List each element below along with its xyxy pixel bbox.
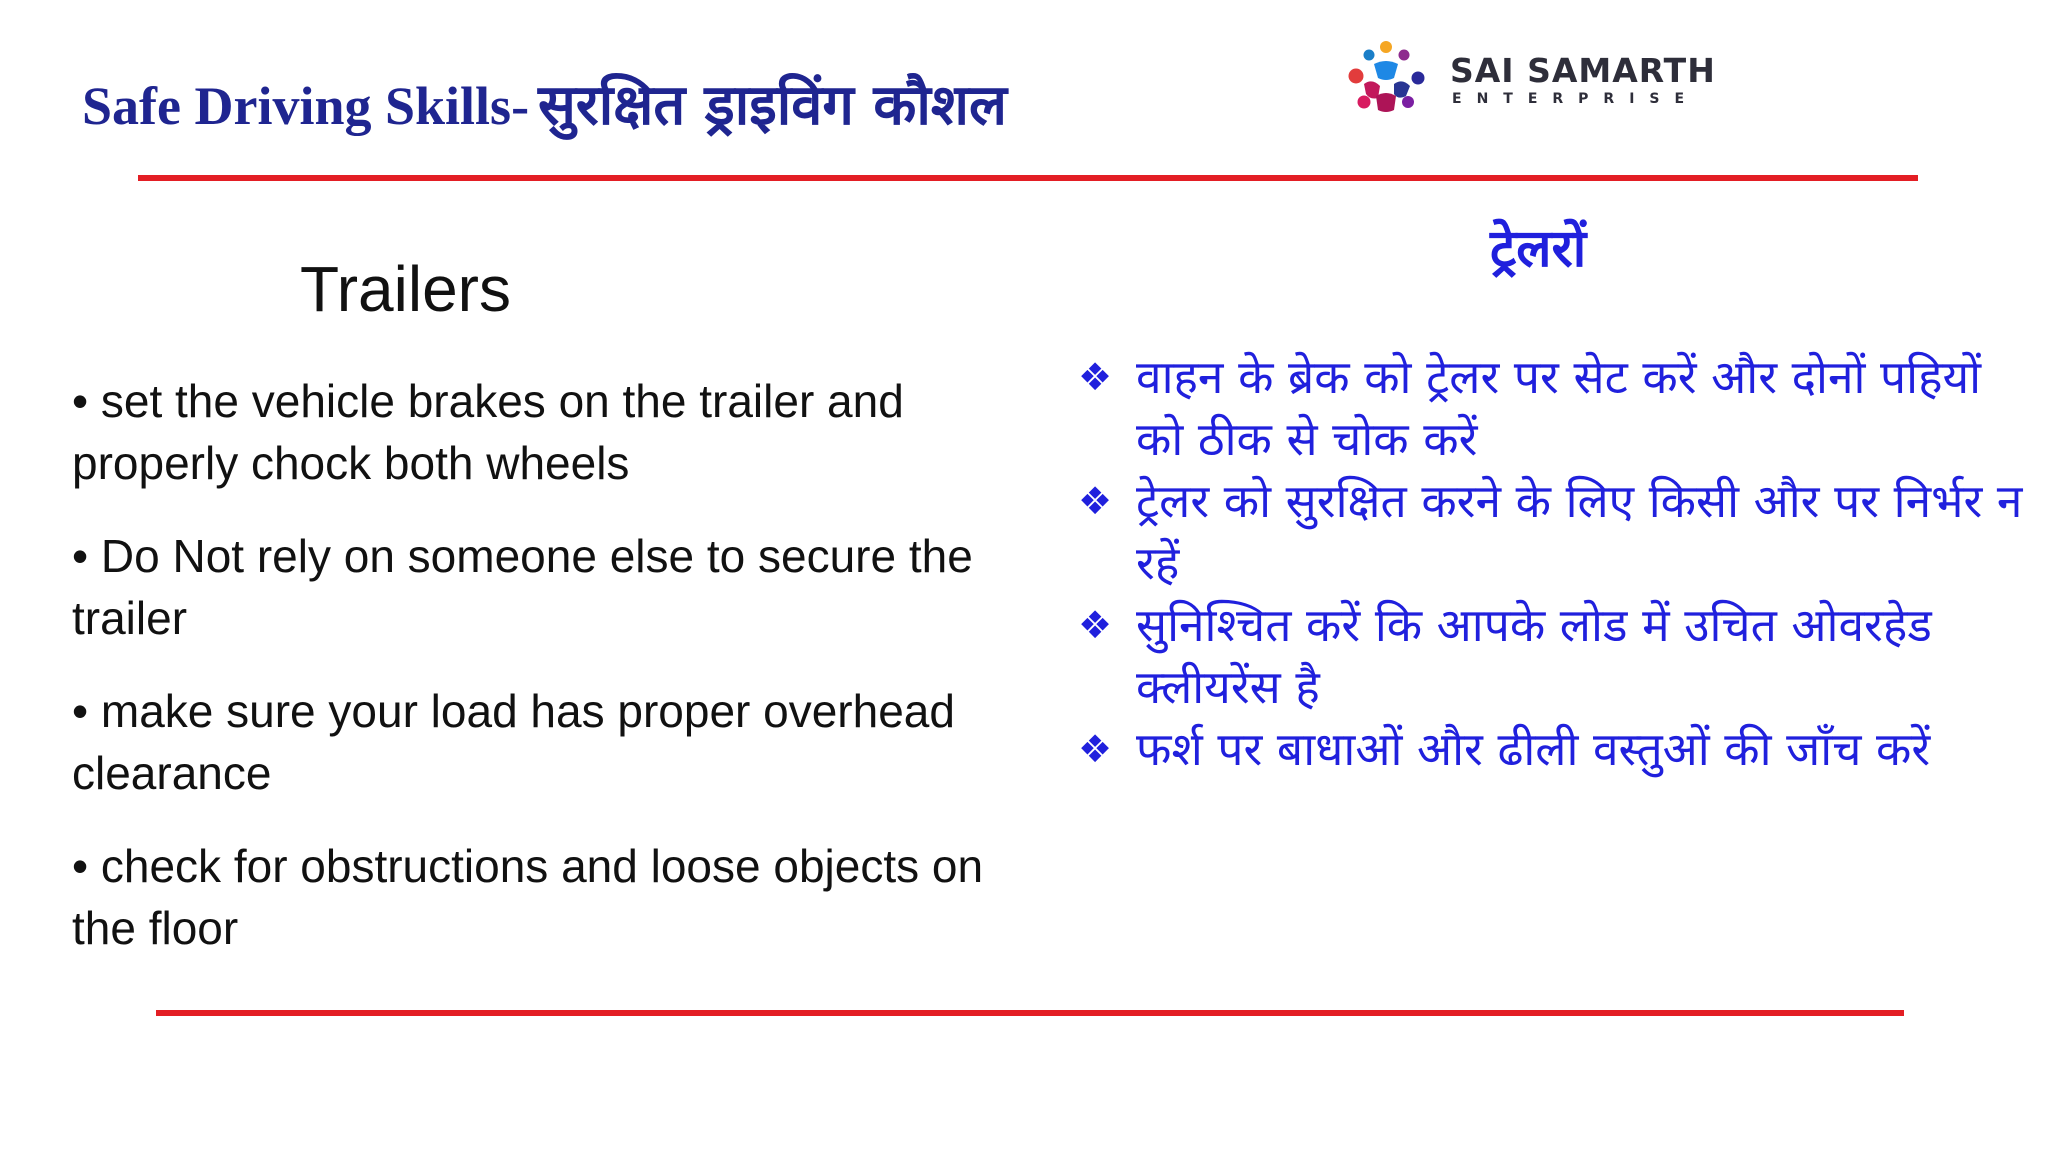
hindi-point-4: [1078, 718, 2033, 780]
hindi-point-text: सुनिश्चित करें कि आपके लोड में उचित ओवरहेड क्लीयरेंस है: [1136, 598, 1932, 714]
english-point-3: • make sure your load has proper overhead clearance: [72, 685, 955, 799]
english-point-1: • set the vehicle brakes on the trailer and properly chock both wheels: [72, 375, 904, 489]
hindi-point-3: [1078, 594, 2033, 718]
hindi-point-text: फर्श पर बाधाओं और ढीली वस्तुओं की जाँच करें: [1136, 722, 1931, 776]
slide-title-hindi: सुरक्षित ड्राइविंग कौशल: [537, 73, 1007, 138]
hindi-points-list: [1078, 346, 2033, 780]
hindi-point-1: [1078, 346, 2033, 470]
diamond-bullet-icon: ❖: [1078, 355, 1113, 399]
hindi-point-text: ट्रेलर को सुरक्षित करने के लिए किसी और पर निर्भर न रहें: [1136, 474, 2023, 590]
logo-tagline: ENTERPRISE: [1452, 91, 1700, 107]
hindi-point-text: वाहन के ब्रेक को ट्रेलर पर सेट करें और दोनों पहियों को ठीक से चोक करें: [1136, 350, 1982, 466]
english-heading: Trailers: [300, 253, 511, 325]
diamond-bullet-icon: ❖: [1078, 727, 1113, 771]
hindi-heading: ट्रेलरों: [1490, 219, 1587, 279]
english-point-2: • Do Not rely on someone else to secure the trailer: [72, 530, 973, 644]
english-point-4: • check for obstructions and loose objects on the floor: [72, 840, 984, 954]
english-points-list: [72, 370, 1032, 990]
slide-title: [82, 72, 1007, 139]
diamond-bullet-icon: ❖: [1078, 479, 1113, 523]
hindi-point-2: [1078, 470, 2033, 594]
diamond-bullet-icon: ❖: [1078, 603, 1113, 647]
logo-name: SAI SAMARTH: [1450, 51, 1716, 90]
bottom-divider: [156, 1010, 1904, 1016]
company-logo: [1338, 38, 1778, 118]
slide-title-english: Safe Driving Skills-: [82, 76, 530, 136]
top-divider: [138, 175, 1918, 181]
people-circle-logo-icon: [1338, 38, 1434, 118]
